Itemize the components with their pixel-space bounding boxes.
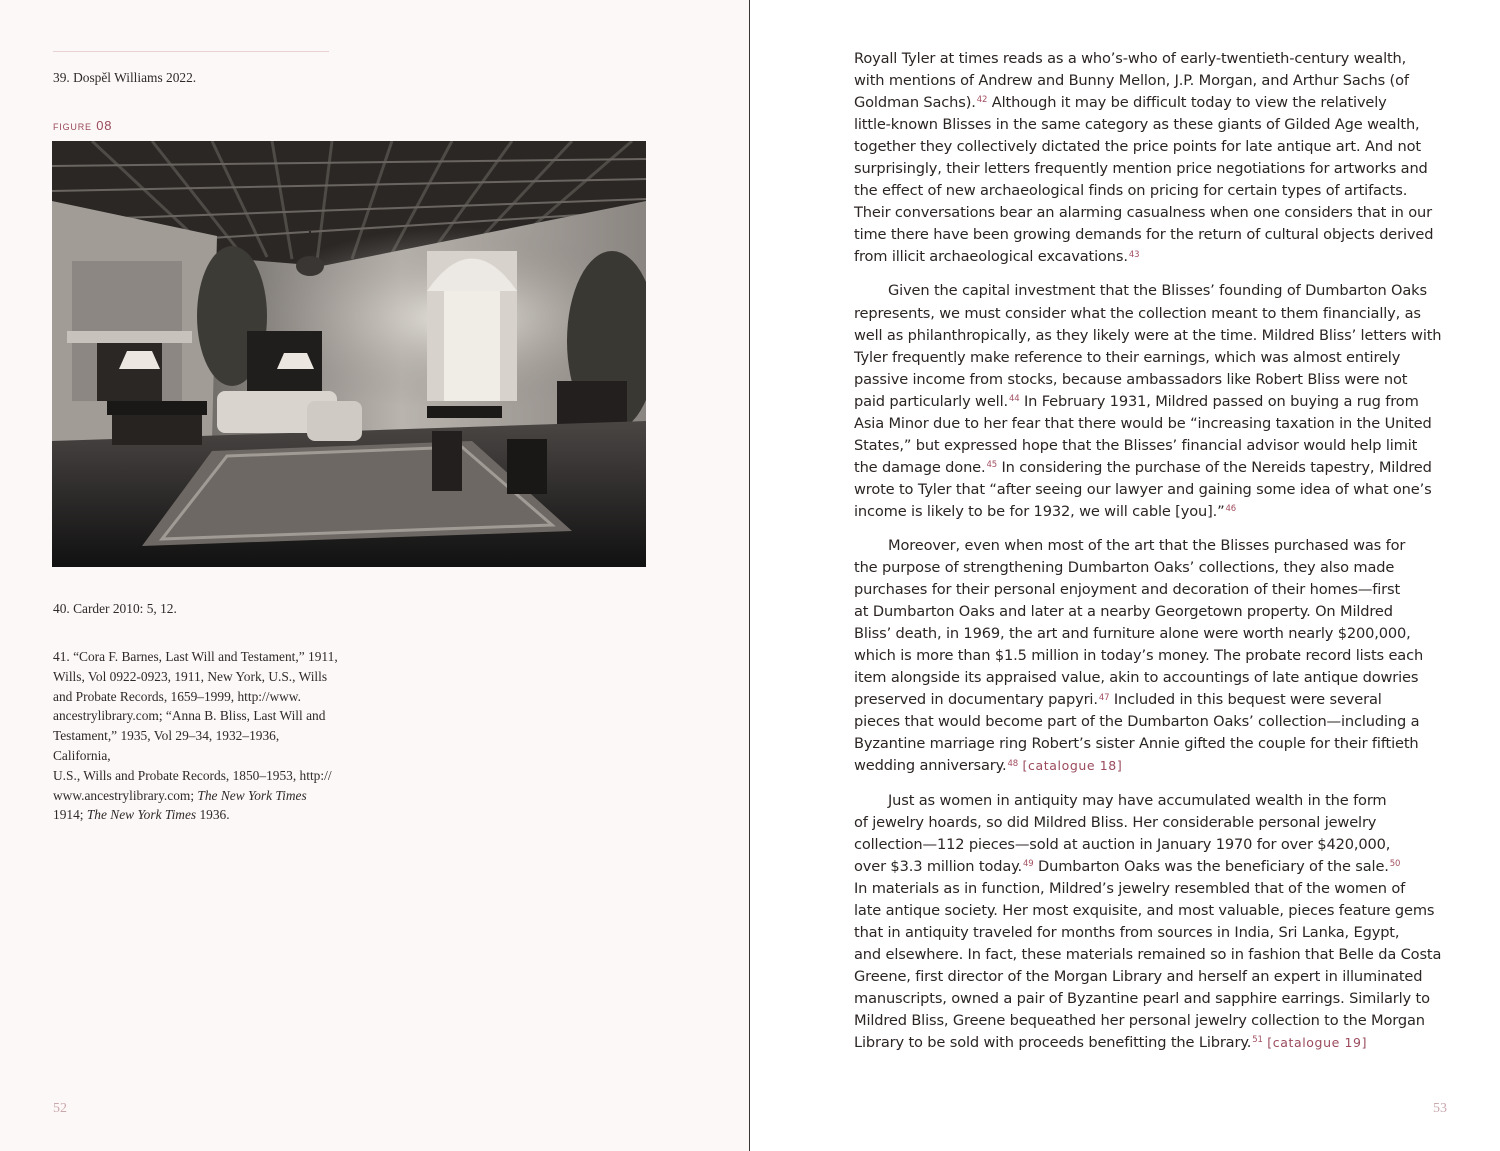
text-line: Asia Minor due to her fear that there would be “increasing taxation in the United: [854, 414, 1432, 432]
text-line: collection—112 pieces—sold at auction in January 1970 for over $420,000,: [854, 835, 1391, 853]
text-line: well as philanthropically, as they likely were at the time. Mildred Bliss’ letters with: [854, 326, 1442, 344]
text-line: Royall Tyler at times reads as a who’s-who of early-twentieth-century wealth,: [854, 50, 1407, 67]
text-line: and elsewhere. In fact, these materials remained so in fashion that Belle da Costa: [854, 945, 1442, 963]
footnote-ref[interactable]: 45: [986, 460, 998, 471]
text-line: from illicit archaeological excavations.$^{43}$: [854, 248, 1140, 266]
note-41-line: ancestrylibrary.com; “Anna B. Bliss, Last Will and: [53, 708, 326, 724]
text-line: the damage done.$^{45}$ In considering the purchase of the Nereids tapestry, Mildred: [854, 458, 1432, 476]
note-41-line: 41. “Cora F. Barnes, Last Will and Testament,” 1911,: [53, 649, 338, 664]
text-line: States,” but expressed hope that the Blisses’ financial advisor would help limit: [854, 436, 1418, 454]
notes-rule: [53, 51, 329, 52]
text-line: with mentions of Andrew and Bunny Mellon, J.P. Morgan, and Arthur Sachs (of: [854, 72, 1409, 90]
footnote-ref[interactable]: 46: [1225, 504, 1237, 515]
text-line: Goldman Sachs).$^{42}$ Although it may be difficult today to view the relatively: [854, 94, 1387, 112]
text-line: passive income from stocks, because ambassadors like Robert Bliss were not: [854, 370, 1408, 388]
note-41-title: The New York Times: [197, 787, 307, 803]
figure-photo-interior: [52, 141, 646, 567]
text-line: Just as women in antiquity may have accumulated wealth in the form: [888, 791, 1387, 809]
text-line: preserved in documentary papyri.$^{47}$ Included in this bequest were several: [854, 691, 1382, 709]
footnote-ref[interactable]: 47: [1098, 692, 1110, 703]
note-41-line: Testament,” 1935, Vol 29–34, 1932–1936, California,: [53, 728, 280, 763]
text-line: represents, we must consider what the collection meant to them financially, as: [854, 304, 1421, 322]
note-41-line: Wills, Vol 0922-0923, 1911, New York, U.S., Wills: [53, 668, 328, 684]
paragraph: [854, 48, 1454, 268]
footnote-ref[interactable]: 42: [976, 95, 988, 106]
text-line: wedding anniversary.$^{48}$ [catalogue 18]: [854, 757, 1123, 775]
footnote-ref[interactable]: 44: [1008, 394, 1020, 405]
left-page: [0, 0, 749, 1151]
text-line: item alongside its appraised value, akin to accountings of late antique dowries: [854, 669, 1419, 687]
text-line: late antique society. Her most exquisite, and most valuable, pieces feature gems: [854, 901, 1435, 919]
text-line: together they collectively dictated the price points for late antique art. And not: [854, 138, 1421, 156]
text-line: time there have been growing demands for the return of cultural objects derived: [854, 226, 1434, 244]
text-line: Their conversations bear an alarming casualness when one considers that in our: [854, 204, 1432, 222]
text-line: at Dumbarton Oaks and later at a nearby Georgetown property. On Mildred: [854, 603, 1393, 621]
text-line: Tyler frequently make reference to their earnings, which was almost entirely: [854, 348, 1401, 366]
body-text: [854, 48, 1454, 1054]
note-41: [53, 647, 338, 825]
text-line: manuscripts, owned a pair of Byzantine pearl and sapphire earrings. Similarly to: [854, 989, 1430, 1007]
text-line: In materials as in function, Mildred’s jewelry resembled that of the women of: [854, 879, 1406, 897]
note-41-line: and Probate Records, 1659–1999, http://www.: [53, 688, 301, 704]
text-line: paid particularly well.$^{44}$ In February 1931, Mildred passed on buying a rug from: [854, 392, 1419, 410]
text-line: the purpose of strengthening Dumbarton Oaks’ collections, they also made: [854, 559, 1395, 577]
text-line: Bliss’ death, in 1969, the art and furniture alone were worth nearly $200,000,: [854, 625, 1411, 643]
footnote-ref[interactable]: 49: [1023, 858, 1034, 869]
note-41-line: www.ancestrylibrary.com;: [53, 787, 198, 803]
text-line: Mildred Bliss, Greene bequeathed her personal jewelry collection to the Morgan: [854, 1011, 1425, 1029]
note-41-line: 1914;: [53, 807, 87, 823]
text-line: which is more than $1.5 million in today’s money. The probate record lists each: [854, 647, 1424, 665]
footnote-ref[interactable]: 43: [1128, 249, 1140, 260]
paragraph: [854, 535, 1454, 778]
text-line: Greene, first director of the Morgan Library and herself an expert in illuminated: [854, 967, 1423, 985]
text-line: Library to be sold with proceeds benefitting the Library.$^{51}$ [catalogue 19]: [854, 1034, 1368, 1052]
text-line: of jewelry hoards, so did Mildred Bliss. Her considerable personal jewelry: [854, 813, 1377, 831]
text-line: pieces that would become part of the Dumbarton Oaks’ collection—including a: [854, 713, 1420, 731]
text-line: surprisingly, their letters frequently mention price negotiations for artworks and: [854, 160, 1428, 178]
text-line: purchases for their personal enjoyment and decoration of their homes—first: [854, 581, 1401, 599]
note-39: 39. Dospěl Williams 2022.: [53, 70, 197, 85]
text-line: Byzantine marriage ring Robert’s sister Annie gifted the couple for their fiftieth: [854, 735, 1419, 753]
text-line: the effect of new archaeological finds on pricing for certain types of artifacts.: [854, 182, 1408, 200]
catalogue-ref[interactable]: [catalogue 18]: [1022, 758, 1123, 774]
folio-right: 53: [1433, 1101, 1447, 1116]
paragraph: [854, 790, 1454, 1055]
catalogue-ref[interactable]: [catalogue 19]: [1267, 1035, 1368, 1051]
text-line: income is likely to be for 1932, we will cable [you].”$^{46}$: [854, 502, 1237, 520]
text-line: little-known Blisses in the same category as these giants of Gilded Age wealth,: [854, 116, 1420, 134]
footnote-ref[interactable]: 48: [1007, 758, 1019, 769]
text-line: wrote to Tyler that “after seeing our lawyer and gaining some idea of what one’s: [854, 480, 1432, 498]
text-line: over $3.3 million today.$^{49}$ Dumbarton Oaks was the beneficiary of the sale.$^{50}$: [854, 857, 1401, 875]
paragraph: [854, 280, 1454, 523]
figure-label: figure 08: [53, 118, 113, 133]
note-41-line: 1936.: [196, 807, 230, 823]
footnote-ref[interactable]: 51: [1252, 1035, 1263, 1046]
note-41-line: U.S., Wills and Probate Records, 1850–1953, http://: [53, 767, 332, 783]
footnote-ref[interactable]: 50: [1389, 858, 1401, 869]
folio-left: 52: [53, 1101, 67, 1116]
note-40: 40. Carder 2010: 5, 12.: [53, 601, 177, 616]
text-line: Given the capital investment that the Blisses’ founding of Dumbarton Oaks: [888, 282, 1427, 300]
text-line: that in antiquity traveled for months from sources in India, Sri Lanka, Egypt,: [854, 923, 1400, 941]
text-line: Moreover, even when most of the art that the Blisses purchased was for: [888, 536, 1406, 554]
note-41-title: The New York Times: [86, 807, 197, 823]
